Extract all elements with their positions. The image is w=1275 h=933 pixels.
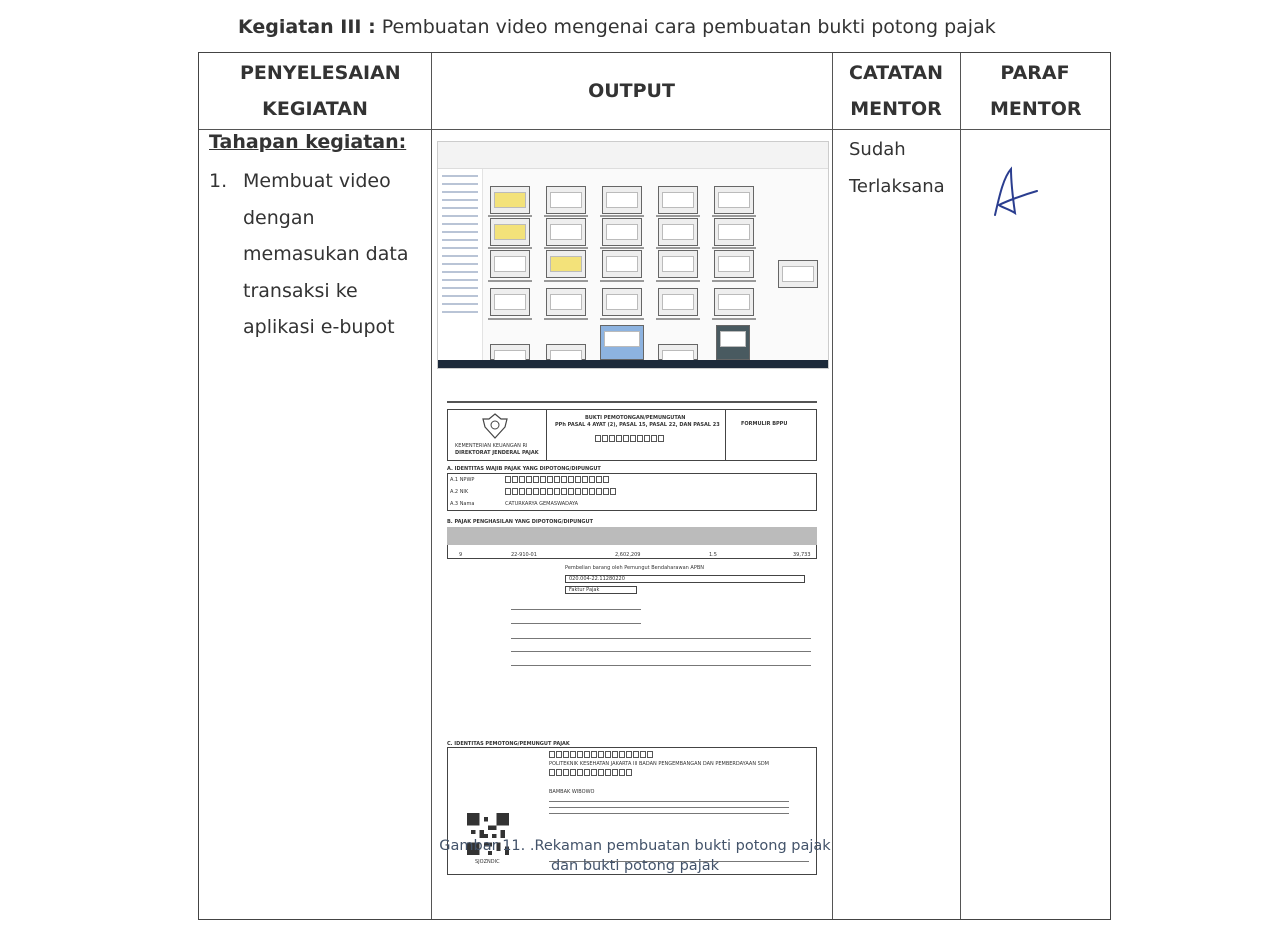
form-pph: 39,733 [793,552,811,558]
column-divider [832,53,833,919]
form-a3: A.3 Nama [450,501,475,507]
video-thumbnail [490,218,530,246]
taskbar [438,360,828,368]
video-thumbnail [778,260,818,288]
video-thumbnail [490,186,530,214]
video-thumbnail [716,325,750,360]
mentor-signature-image [989,163,1049,223]
header-output: OUTPUT [588,80,675,102]
video-thumbnail [602,186,642,214]
form-a1: A.1 NPWP [450,477,475,483]
form-tarif: 1.5 [709,552,717,558]
form-org1: KEMENTERIAN KEUANGAN RI [455,443,528,449]
video-thumbnail [546,344,586,360]
column-divider [960,53,961,919]
step-text: Membuat video dengan memasukan data transaksi ke aplikasi e-bupot [243,170,409,338]
video-thumbnail [658,186,698,214]
form-section-c: C. IDENTITAS PEMOTONG/PEMUNGUT PAJAK [447,741,570,747]
header-catatan: CATATAN MENTOR [849,62,943,120]
video-thumbnail [602,218,642,246]
video-thumbnail [546,288,586,316]
tahapan-label: Tahapan kegiatan: [209,131,407,153]
step-item [209,163,429,346]
video-thumbnail [714,250,754,278]
figure-caption: Gambar 11. .Rekaman pembuatan bukti potong pajak dan bukti potong pajak [439,838,831,874]
video-thumbnail [658,344,698,360]
activity-heading-text: Pembuatan video mengenai cara pembuatan bukti potong pajak [375,16,996,38]
header-penyelesaian: PENYELESAIAN KEGIATAN [240,62,401,120]
form-section-b: B. PAJAK PENGHASILAN YANG DIPOTONG/DIPUNGUT [447,519,593,525]
form-c5-value: BAMBAK WIBOWO [549,789,595,795]
form-masa: 9 [459,552,463,558]
form-doc-name: Faktur Pajak [569,587,600,593]
video-thumbnail [600,325,644,360]
header-divider [199,129,1110,130]
activity-steps [209,131,429,346]
column-divider [431,53,432,919]
activity-heading [238,16,996,38]
garuda-emblem-icon [481,413,509,439]
mentor-note: Sudah Terlaksana [849,139,945,197]
form-doc-number: 020.004-22.11280220 [569,576,625,582]
activity-heading-prefix: Kegiatan III : [238,16,376,38]
form-section-a: A. IDENTITAS WAJIB PAJAK YANG DIPOTONG/DIPUNGUT [447,466,601,472]
header-paraf: PARAF MENTOR [990,62,1082,120]
video-thumbnail [490,344,530,360]
video-thumbnail [490,288,530,316]
form-qr-id: SJOZNDIC [475,859,500,865]
explorer-ribbon [438,142,828,169]
form-keterangan: Pembelian barang oleh Pemungut Bendaharawan APBN [565,565,705,571]
video-thumbnail [714,218,754,246]
video-thumbnail [714,186,754,214]
form-kode: 22-910-01 [511,552,537,558]
video-thumbnail [602,250,642,278]
video-thumbnail [658,218,698,246]
form-title2: PPh PASAL 4 AYAT (2), PASAL 15, PASAL 22, DAN PASAL 23 [555,422,720,428]
form-a2: A.2 NIK [450,489,469,495]
video-thumbnail [714,288,754,316]
form-c2-value: POLITEKNIK KESEHATAN JAKARTA III BADAN PENGEMBANGAN DAN PEMBERDAYAAN SDM [549,761,769,767]
video-thumbnail [546,186,586,214]
video-thumbnail [490,250,530,278]
video-thumbnail [658,288,698,316]
form-dpp: 2,602,209 [615,552,641,558]
video-thumbnail [546,218,586,246]
step-number: 1. [209,170,228,192]
form-title1: BUKTI PEMOTONGAN/PEMUNGUTAN [585,415,686,421]
form-a3-value: CATURKARYA GEMASWADAYA [505,501,579,507]
explorer-screenshot-image [437,141,829,369]
form-org2: DIREKTORAT JENDERAL PAJAK [455,450,539,456]
video-thumbnail [658,250,698,278]
video-thumbnail [602,288,642,316]
activity-table [198,52,1111,920]
form-formulir: FORMULIR BPPU [741,421,788,427]
explorer-nav-pane [438,169,483,360]
video-thumbnail [546,250,586,278]
